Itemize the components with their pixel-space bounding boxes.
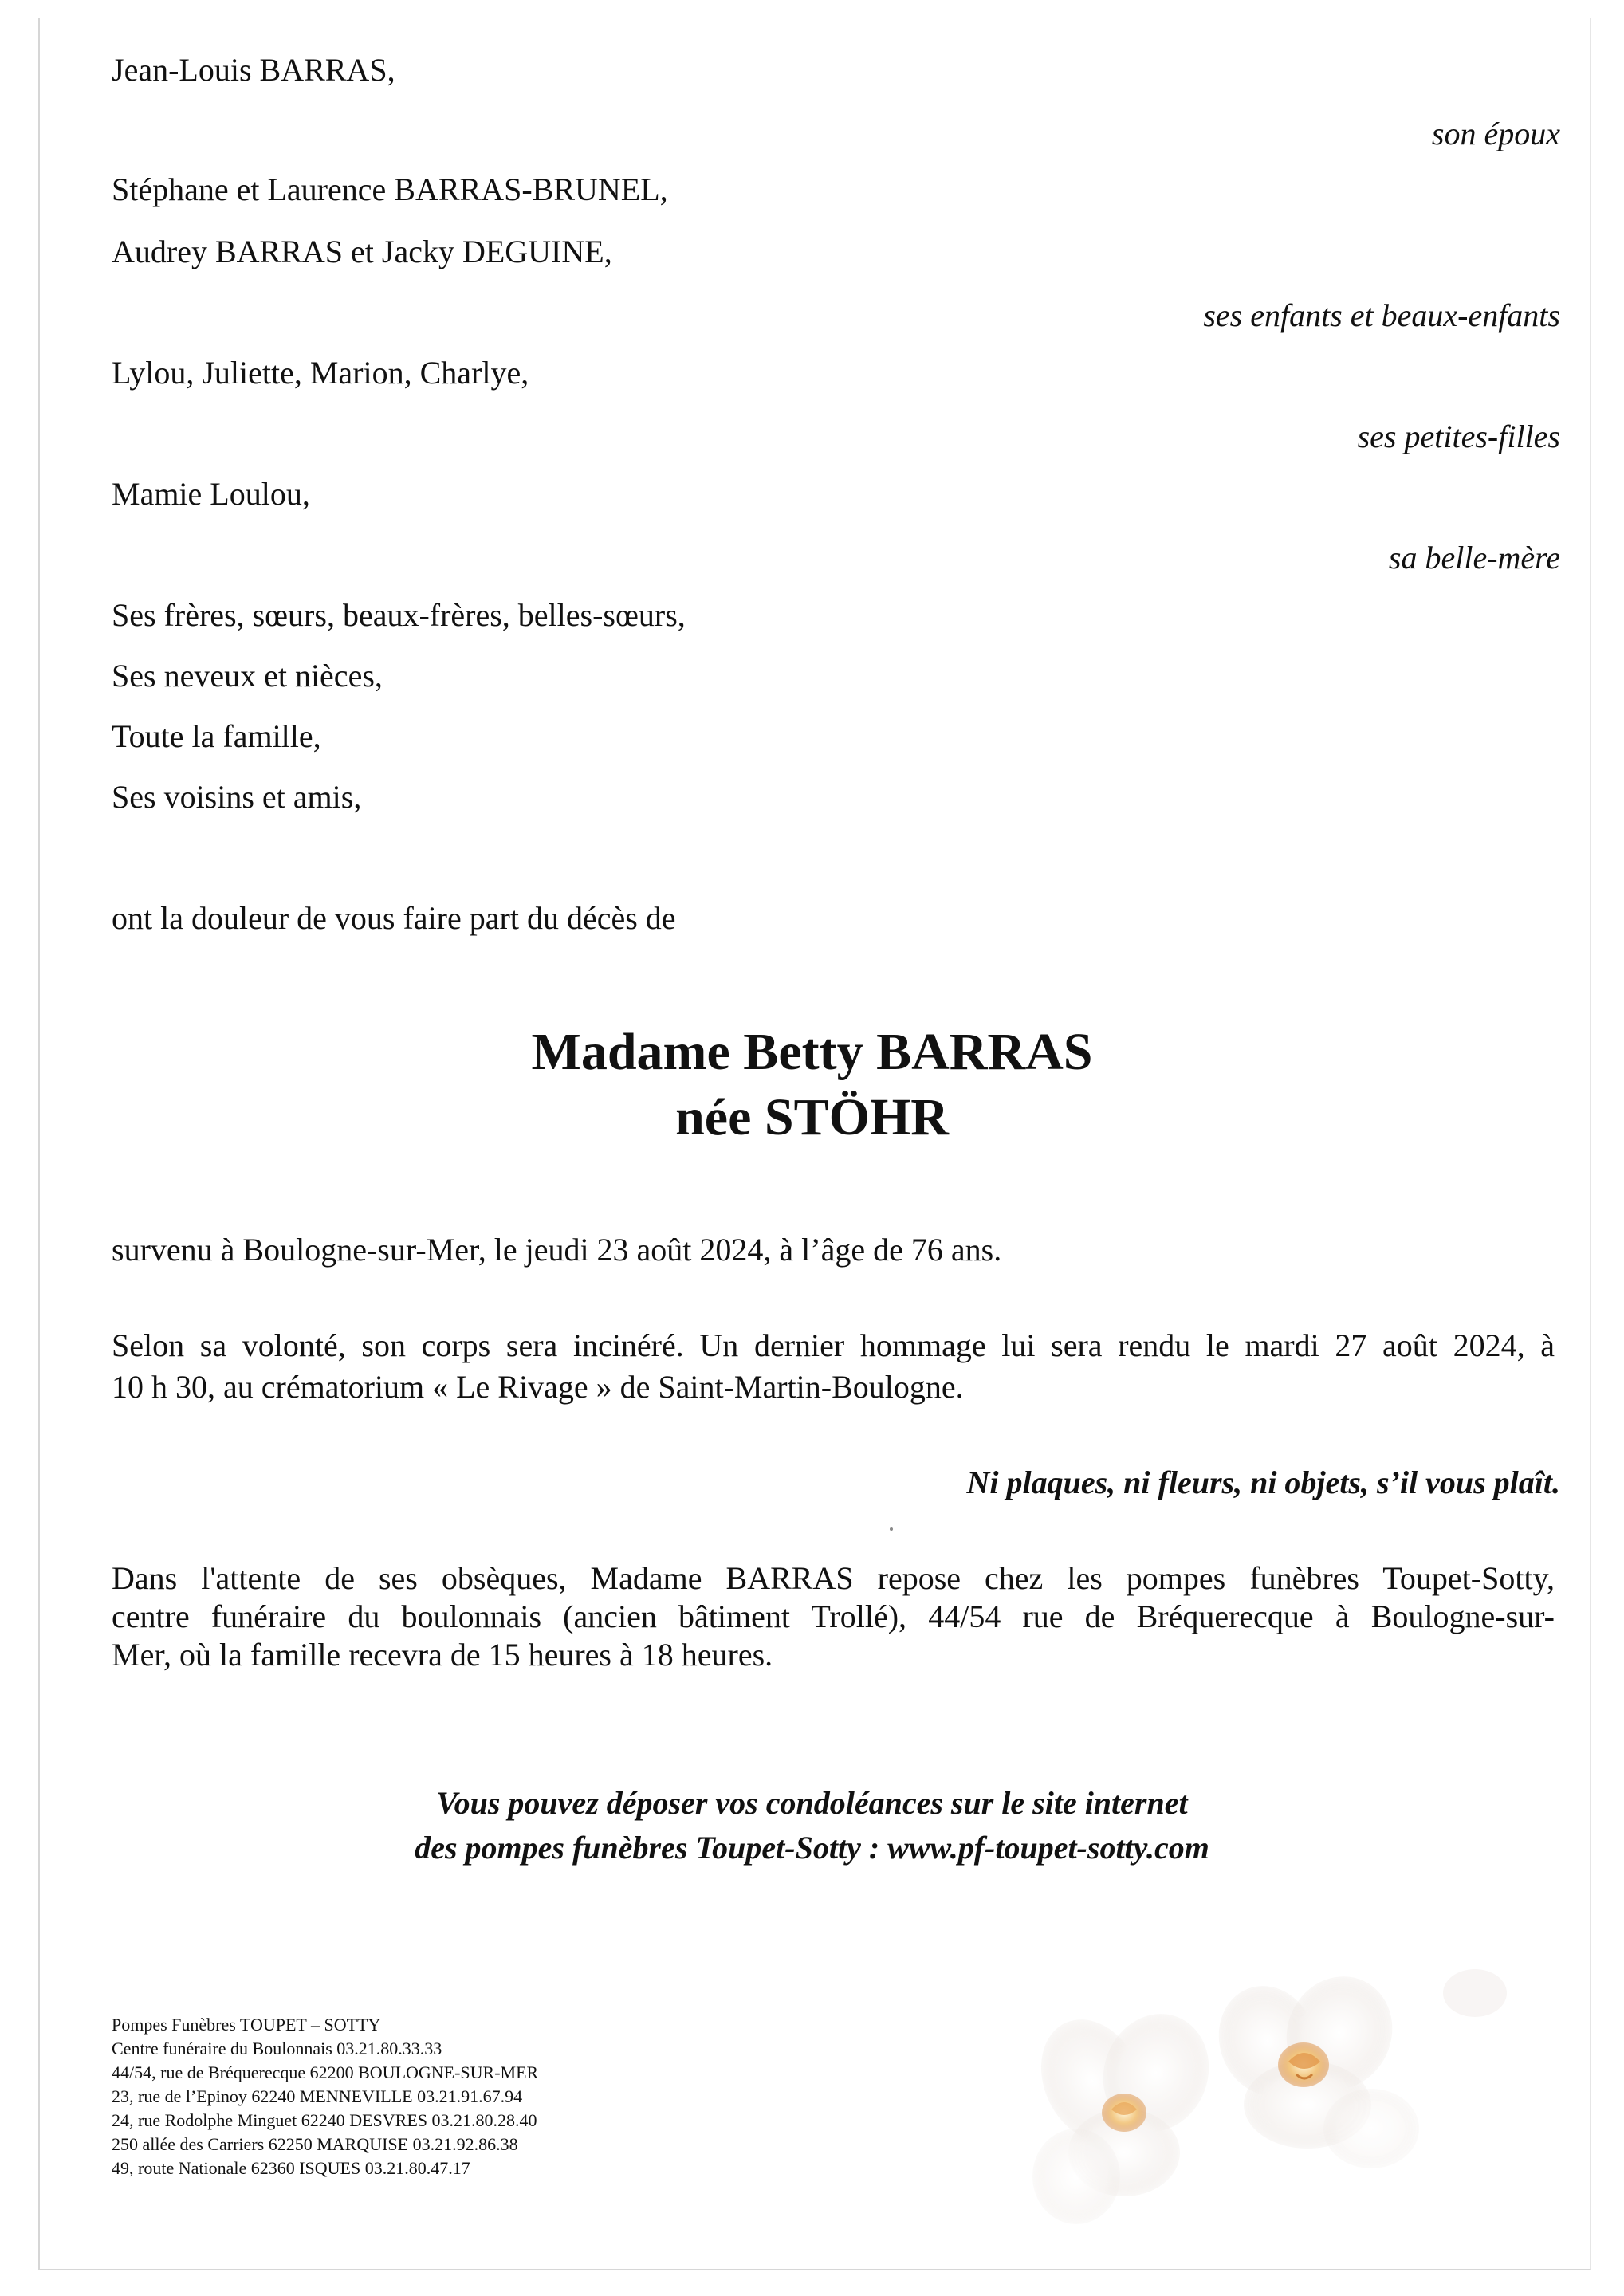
family-name-granddaughters: Lylou, Juliette, Marion, Charlye, <box>112 355 529 391</box>
others-line-3: Toute la famille, <box>112 718 321 754</box>
rest-paragraph <box>112 1559 1555 1674</box>
orchid-right <box>1204 1969 1419 2168</box>
family-name-child-2: Audrey BARRAS et Jacky DEGUINE, <box>112 234 612 269</box>
ceremony-line-2: 10 h 30, au crématorium « Le Rivage » de Saint-Martin-Boulogne. <box>112 1369 964 1405</box>
footer-line: 44/54, rue de Bréquerecque 62200 BOULOGNE-SUR-MER <box>112 2062 539 2082</box>
footer-line: 49, route Nationale 62360 ISQUES 03.21.80.47.17 <box>112 2158 470 2178</box>
funeral-home-footer <box>112 2013 538 2180</box>
footer-line: Centre funéraire du Boulonnais 03.21.80.33.33 <box>112 2038 442 2058</box>
family-name-mother-in-law: Mamie Loulou, <box>112 476 310 512</box>
family-role-mother-in-law: sa belle-mère <box>1388 540 1560 576</box>
rest-line-3: Mer, où la famille recevra de 15 heures à 18 heures. <box>112 1637 773 1673</box>
family-role-children: ses enfants et beaux-enfants <box>1203 297 1560 333</box>
family-role-spouse: son époux <box>1431 116 1560 151</box>
rest-line-1: Dans l'attente de ses obsèques, Madame BARRAS repose chez les pompes funèbres Toupet-Sotty, <box>112 1560 1555 1596</box>
footer-line: 250 allée des Carriers 62250 MARQUISE 03.21.92.86.38 <box>112 2134 518 2154</box>
rest-line-2: centre funéraire du boulonnais (ancien bâtiment Trollé), 44/54 rue de Bréquerecque à Boulogne-sur- <box>112 1598 1555 1634</box>
family-name-child-1: Stéphane et Laurence BARRAS-BRUNEL, <box>112 171 668 207</box>
announcement-text: ont la douleur de vous faire part du décès de <box>112 900 676 936</box>
family-name-spouse: Jean-Louis BARRAS, <box>112 52 395 88</box>
ceremony-line-1: Selon sa volonté, son corps sera incinéré. Un dernier hommage lui sera rendu le mardi 27 août 2024, à <box>112 1327 1555 1363</box>
no-flowers-request: Ni plaques, ni fleurs, ni objets, s’il vous plaît. <box>966 1464 1560 1500</box>
footer-line: 24, rue Rodolphe Minguet 62240 DESVRES 03.21.80.28.40 <box>112 2110 537 2130</box>
condolences-line-1: Vous pouvez déposer vos condoléances sur le site internet <box>436 1785 1188 1821</box>
condolences-line-2: des pompes funèbres Toupet-Sotty : www.pf-toupet-sotty.com <box>415 1830 1209 1866</box>
footer-line: 23, rue de l’Epinoy 62240 MENNEVILLE 03.21.91.67.94 <box>112 2086 523 2106</box>
deceased-name: Madame Betty BARRAS <box>531 1023 1093 1081</box>
orchid-left <box>1028 1999 1225 2224</box>
family-role-granddaughters: ses petites-filles <box>1357 419 1560 454</box>
others-line-4: Ses voisins et amis, <box>112 779 362 815</box>
orchid-flowers-image <box>1028 1969 1507 2232</box>
scan-speck <box>890 1527 893 1531</box>
footer-line: Pompes Funèbres TOUPET – SOTTY <box>112 2015 381 2035</box>
deceased-maiden-name: née STÖHR <box>675 1088 949 1146</box>
death-info: survenu à Boulogne-sur-Mer, le jeudi 23 août 2024, à l’âge de 76 ans. <box>112 1232 1002 1268</box>
others-line-2: Ses neveux et nièces, <box>112 658 383 694</box>
others-line-1: Ses frères, sœurs, beaux-frères, belles-sœurs, <box>112 597 686 633</box>
ceremony-paragraph <box>112 1327 1555 1406</box>
